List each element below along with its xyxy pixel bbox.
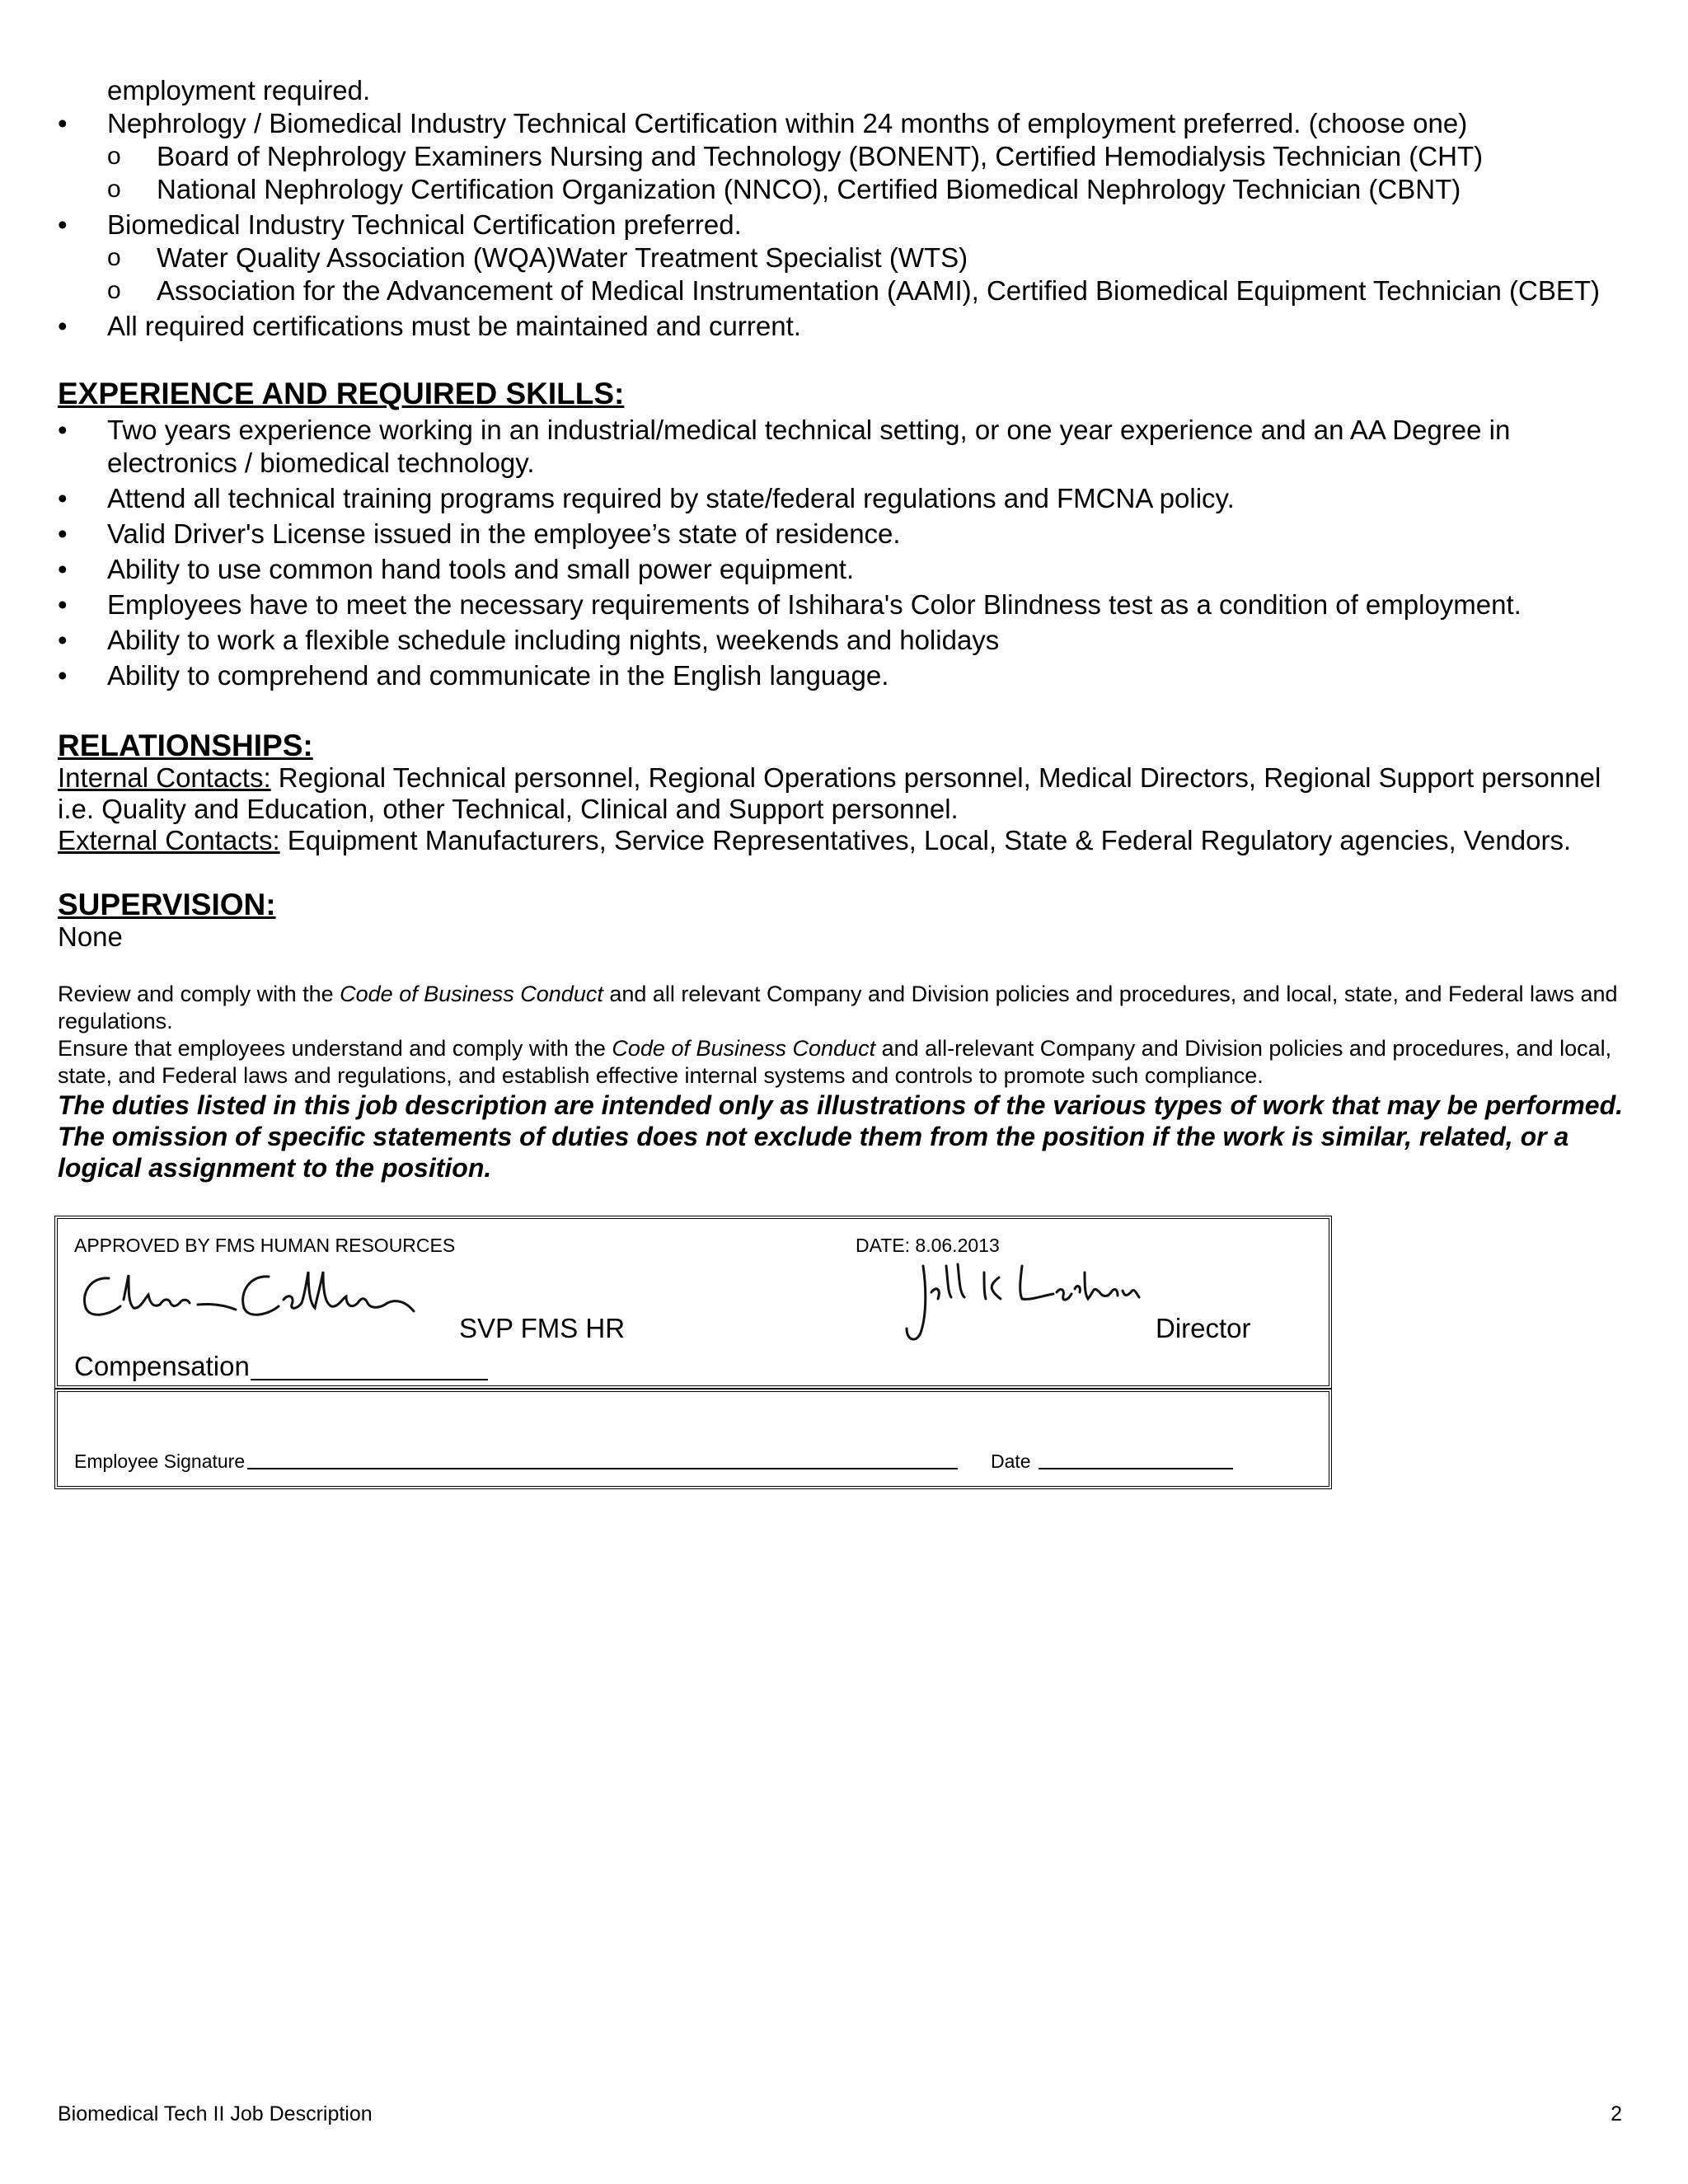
signatory-2-title: Director (1156, 1313, 1251, 1343)
sub-list-item: o Association for the Advancement of Medical Instrumentation (AAMI), Certified Biomedical Equipment Technician (CBET) (107, 275, 1601, 306)
bullet-icon: • (58, 311, 68, 341)
external-contacts: External Contacts: Equipment Manufacturers, Service Representatives, Local, State & Federal Regulatory agencies, Vendors. (58, 825, 1572, 855)
continuation-text: employment required. (107, 75, 371, 105)
sub-list-item: o Board of Nephrology Examiners Nursing and Technology (BONENT), Certified Hemodialysis Technician (CHT) (107, 141, 1484, 171)
compliance-paragraph-2: Ensure that employees understand and comply with the Code of Business Conduct and all-relevant Company and Division policies and procedures, and local, state, and Federal laws and regulations, and establish effective internal systems and controls to promote such compliance. (58, 1036, 1612, 1088)
list-item: • Ability to use common hand tools and small power equipment. (58, 554, 855, 584)
external-contacts-label: External Contacts: (58, 825, 280, 855)
employee-date-label: Date (991, 1451, 1031, 1472)
approval-box (54, 1216, 1332, 1389)
page-number: 2 (1611, 2102, 1622, 2125)
duties-disclaimer: The duties listed in this job description are intended only as illustrations of the various types of work that may be performed. The omission of specific statements of duties does not exclude them from the position if the work is similar, related, or a logical assignment to the position. (58, 1090, 1623, 1183)
employee-signature-box (54, 1389, 1332, 1489)
signatory-1-title: SVP FMS HR (459, 1313, 626, 1343)
employee-signature-line[interactable] (247, 1468, 958, 1469)
bullet-icon: • (58, 660, 68, 691)
list-item: • Valid Driver's License issued in the employee’s state of residence. (58, 518, 901, 549)
supervision-value: None (58, 921, 123, 952)
list-item: • Attend all technical training programs required by state/federal regulations and FMCNA policy. (58, 483, 1235, 513)
certifications-list (58, 107, 1600, 343)
internal-contacts: Internal Contacts: Regional Technical personnel, Regional Operations personnel, Medical Directors, Regional Support personnel i.e. Quality and Education, other Technical, Clinical and Support personnel. (58, 762, 1601, 824)
approval-date: DATE: 8.06.2013 (856, 1235, 1000, 1256)
experience-list (58, 414, 1607, 692)
list-item: • Two years experience working in an industrial/medical technical setting, or one year experience and an AA Degree in electronics / biomedical technology. (58, 415, 1511, 478)
list-item: • Nephrology / Biomedical Industry Technical Certification within 24 months of employment preferred. (choose one) (58, 108, 1468, 138)
circle-bullet-icon: o (107, 176, 121, 203)
approved-by-label: APPROVED BY FMS HUMAN RESOURCES (74, 1235, 456, 1256)
sub-list-item: o National Nephrology Certification Organization (NNCO), Certified Biomedical Nephrology Technician (CBNT) (107, 174, 1461, 204)
compensation-label: Compensation (74, 1351, 250, 1381)
list-item: • Employees have to meet the necessary requirements of Ishihara's Color Blindness test as a condition of employment. (58, 589, 1522, 620)
bullet-icon: • (58, 209, 68, 240)
circle-bullet-icon: o (107, 277, 121, 304)
relationships-heading: RELATIONSHIPS: (58, 729, 313, 762)
supervision-heading: SUPERVISION: (58, 888, 276, 921)
bullet-icon: • (58, 415, 68, 445)
bullet-icon: • (58, 518, 68, 549)
signature-1 (74, 1260, 420, 1330)
list-item: • Ability to comprehend and communicate in the English language. (58, 660, 889, 691)
compensation-line (251, 1379, 488, 1380)
internal-contacts-label: Internal Contacts: (58, 762, 271, 793)
experience-heading: EXPERIENCE AND REQUIRED SKILLS: (58, 377, 625, 410)
bullet-icon: • (58, 625, 68, 655)
circle-bullet-icon: o (107, 244, 121, 271)
compliance-paragraph-1: Review and comply with the Code of Business Conduct and all relevant Company and Division policies and procedures, and local, state, and Federal laws and regulations. (58, 982, 1618, 1033)
bullet-icon: • (58, 483, 68, 513)
list-item: • All required certifications must be maintained and current. (58, 311, 801, 341)
signature-2 (898, 1256, 1146, 1351)
list-item: • Biomedical Industry Technical Certification preferred. (58, 209, 742, 240)
sub-list-item: o Water Quality Association (WQA)Water Treatment Specialist (WTS) (107, 242, 968, 273)
bullet-icon: • (58, 554, 68, 584)
employee-signature-label: Employee Signature (74, 1451, 246, 1472)
list-item: • Ability to work a flexible schedule including nights, weekends and holidays (58, 625, 1000, 655)
footer-title: Biomedical Tech II Job Description (58, 2102, 373, 2125)
circle-bullet-icon: o (107, 143, 121, 170)
bullet-icon: • (58, 589, 68, 620)
employee-date-line[interactable] (1039, 1468, 1233, 1469)
bullet-icon: • (58, 108, 68, 138)
